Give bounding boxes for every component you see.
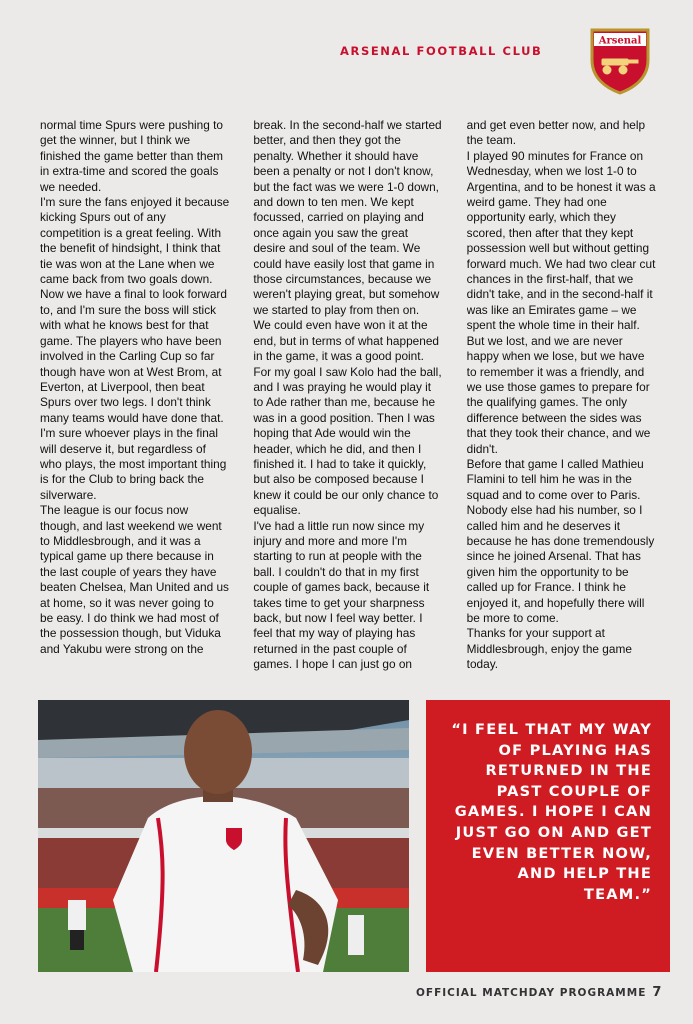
paragraph: normal time Spurs were pushing to get the winner, but I think we finished the game better than them in extra-time and scored the goals we needed. bbox=[40, 118, 224, 194]
paragraph: Thanks for your support at Middlesbrough, enjoy the game today. bbox=[466, 626, 632, 672]
paragraph: I'm sure the fans enjoyed it because kicking Spurs out of any competition is a great feeling. With the benefit of hindsight, I think that tie was won at the Lane when we came back from two goals down. bbox=[40, 195, 230, 287]
paragraph: We could even have won it at the end, but in terms of what happened in the game, it was a good point. bbox=[253, 318, 440, 364]
page-number: 7 bbox=[652, 985, 663, 1000]
paragraph: For my goal I saw Kolo had the ball, and I was praying he would play it to Ade rather than me, because he was in a good position. Then I was hoping that Ade would win the header, which he did, and then I finished it. I had to take it quickly, but also be composed because I knew it could be our only chance to equalise. bbox=[253, 364, 442, 518]
article-column-3 bbox=[467, 118, 656, 684]
club-name-header: ARSENAL FOOTBALL CLUB bbox=[340, 44, 543, 58]
paragraph: But we lost, and we are never happy when we lose, but we have to remember it was a friendly, and we use those games to prepare for the qualifying games. The only difference between the sides was that they took their chance, and we didn't. bbox=[466, 333, 651, 456]
article-body bbox=[40, 118, 656, 684]
paragraph: The league is our focus now though, and last weekend we went to Middlesbrough, and it was a typical game up there because in the last couple of years they have beaten Chelsea, Man United and us at home, so it was never going to be easy. I do think we had most of the possession though, but Viduka and Yakubu were strong on the bbox=[40, 503, 229, 656]
arsenal-crest-icon bbox=[588, 26, 652, 96]
paragraph: I played 90 minutes for France on Wednesday, when we lost 1-0 to Argentina, and to be honest it was a weird game. They had one opportunity early, which they scored, then after that they kept possession well but without getting forward much. We had two clear cut chances in the first-half, that we didn't take, and in the second-half it was like an Emirates game – we spent the whole time in their half. bbox=[466, 148, 656, 333]
programme-label: OFFICIAL MATCHDAY PROGRAMME bbox=[416, 987, 647, 999]
player-photo bbox=[38, 700, 409, 972]
article-column-1 bbox=[40, 118, 229, 684]
article-column-2 bbox=[253, 118, 442, 684]
paragraph: I've had a little run now since my injury and more and more I'm starting to run at people with the ball. I couldn't do that in my first couple of games back, because it takes time to get your sharpness back, but now I feel way better. I feel that my way of playing has returned in the past couple of games. I hope I can just go on bbox=[253, 518, 430, 672]
paragraph: Now we have a final to look forward to, and I'm sure the boss will stick with what he knows best for that game. The players who have been involved in the Carling Cup so far though have won at West Brom, at Everton, at Liverpool, then beat Spurs over two legs. I don't think many teams would have done that. I'm sure whoever plays in the final will deserve it, but regardless of who plays, the most important thing is for the Club to bring back the silverware. bbox=[40, 287, 227, 502]
pull-quote: “I FEEL THAT MY WAY OF PLAYING HAS RETURNED IN THE PAST COUPLE OF GAMES. I HOPE I CAN JUST GO ON AND GET EVEN BETTER NOW, AND HELP THE TEAM.” bbox=[426, 700, 670, 972]
paragraph: and get even better now, and help the team. bbox=[466, 118, 646, 148]
paragraph: Before that game I called Mathieu Flamini to tell him he was in the squad and to come over to Paris. Nobody else had his number, so I called him and he deserves it because he has done tremendously since he joined Arsenal. That has given him the opportunity to be called up for France. I think he enjoyed it, and hopefully there will be more to come. bbox=[466, 456, 655, 625]
paragraph: break. In the second-half we started better, and then they got the penalty. Whether it should have been a penalty or not I don't know, but the fact was we were 1-0 down, and down to ten men. We kept focussed, carried on playing and once again you saw the great desire and soul of the team. We could have easily lost that game in those circumstances, because we weren't playing great, but somehow we started to play from then on. bbox=[253, 118, 442, 317]
footer bbox=[416, 985, 662, 1000]
crest-text: Arsenal bbox=[598, 35, 642, 47]
